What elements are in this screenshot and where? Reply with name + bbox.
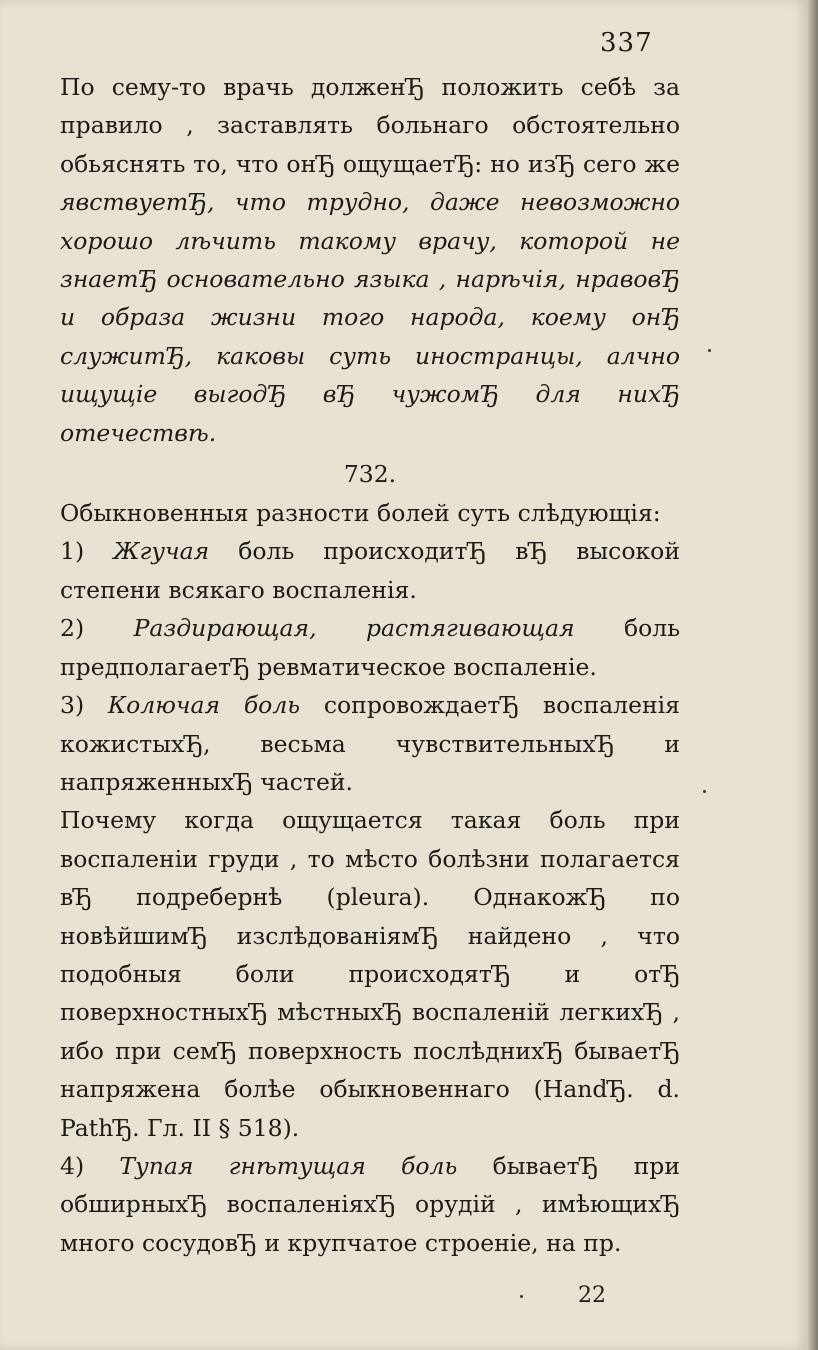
text-run: 4) [60, 1151, 120, 1180]
ink-speck [708, 349, 711, 352]
signature-mark: 22 [578, 1283, 606, 1308]
list-item [60, 532, 680, 609]
text-run: бываетЂ при обширныхЂ воспаленіяхЂ орудій , имѣющихЂ много сосудовЂ и крупчатое строеніе, на пр. [60, 1151, 680, 1257]
italic-text: Колючая боль [107, 691, 301, 720]
section-number: 732. [343, 460, 397, 489]
list-item [60, 1147, 680, 1262]
paragraph [60, 801, 680, 1147]
page-edge [808, 0, 818, 1350]
list-item [60, 686, 680, 801]
text-run: Обыкновенныя разности болей суть слѣдующія: [60, 499, 661, 528]
italic-text: Тупая гнѣтущая боль [119, 1151, 458, 1180]
text-run: 3) [60, 691, 108, 720]
italic-text: Раздирающая, растягивающая [133, 614, 575, 643]
body-text [60, 68, 680, 1262]
text-run: боль происходитЂ вЂ высокой степени всякаго воспаленія. [60, 537, 680, 604]
text-run: боль предполагаетЂ ревматическое воспаленіе. [60, 614, 681, 681]
text-run: 1) [60, 537, 114, 566]
italic-text: явствуетЂ, что трудно, даже невозможно хорошо лѣчить такому врачу, которой не знаетЂ основательно языка , нарѣчія, нравовЂ и образа жизни того народа, коему онЂ служитЂ, каковы суть иностранцы, алчно ищущіе выгодЂ вЂ чужомЂ для нихЂ отечествѣ. [60, 188, 680, 447]
paragraph [60, 68, 680, 452]
list-item [60, 609, 680, 686]
text-run: По сему-то врачь долженЂ положить себѣ за правило , заставлять больнаго обстоятельно обьяснять то, что онЂ ощущаетЂ: но изЂ сего же [60, 73, 680, 178]
text-run: сопровождаетЂ воспаленія кожистыхЂ, весьма чувствительныхЂ и напряженныхЂ частей. [60, 691, 680, 796]
page-number: 337 [600, 28, 653, 58]
ink-speck [703, 790, 706, 793]
ink-speck [520, 1295, 523, 1298]
italic-text: Жгучая [113, 537, 210, 566]
paragraph [60, 494, 680, 532]
text-run: Почему когда ощущается такая боль при воспаленіи груди , то мѣсто болѣзни полагается вЂ подребернѣ (pleura). ОднакожЂ по новѣйшимЂ изслѣдованіямЂ найдено , что подобныя боли происходятЂ и отЂ поверхностныхЂ мѣстныхЂ воспаленій легкихЂ , ибо при семЂ поверхность послѣднихЂ бываетЂ напряжена болѣе обыкновеннаго (HandЂ. d. PathЂ. Гл. II § 518). [60, 806, 680, 1142]
text-run: 2) [60, 614, 134, 643]
